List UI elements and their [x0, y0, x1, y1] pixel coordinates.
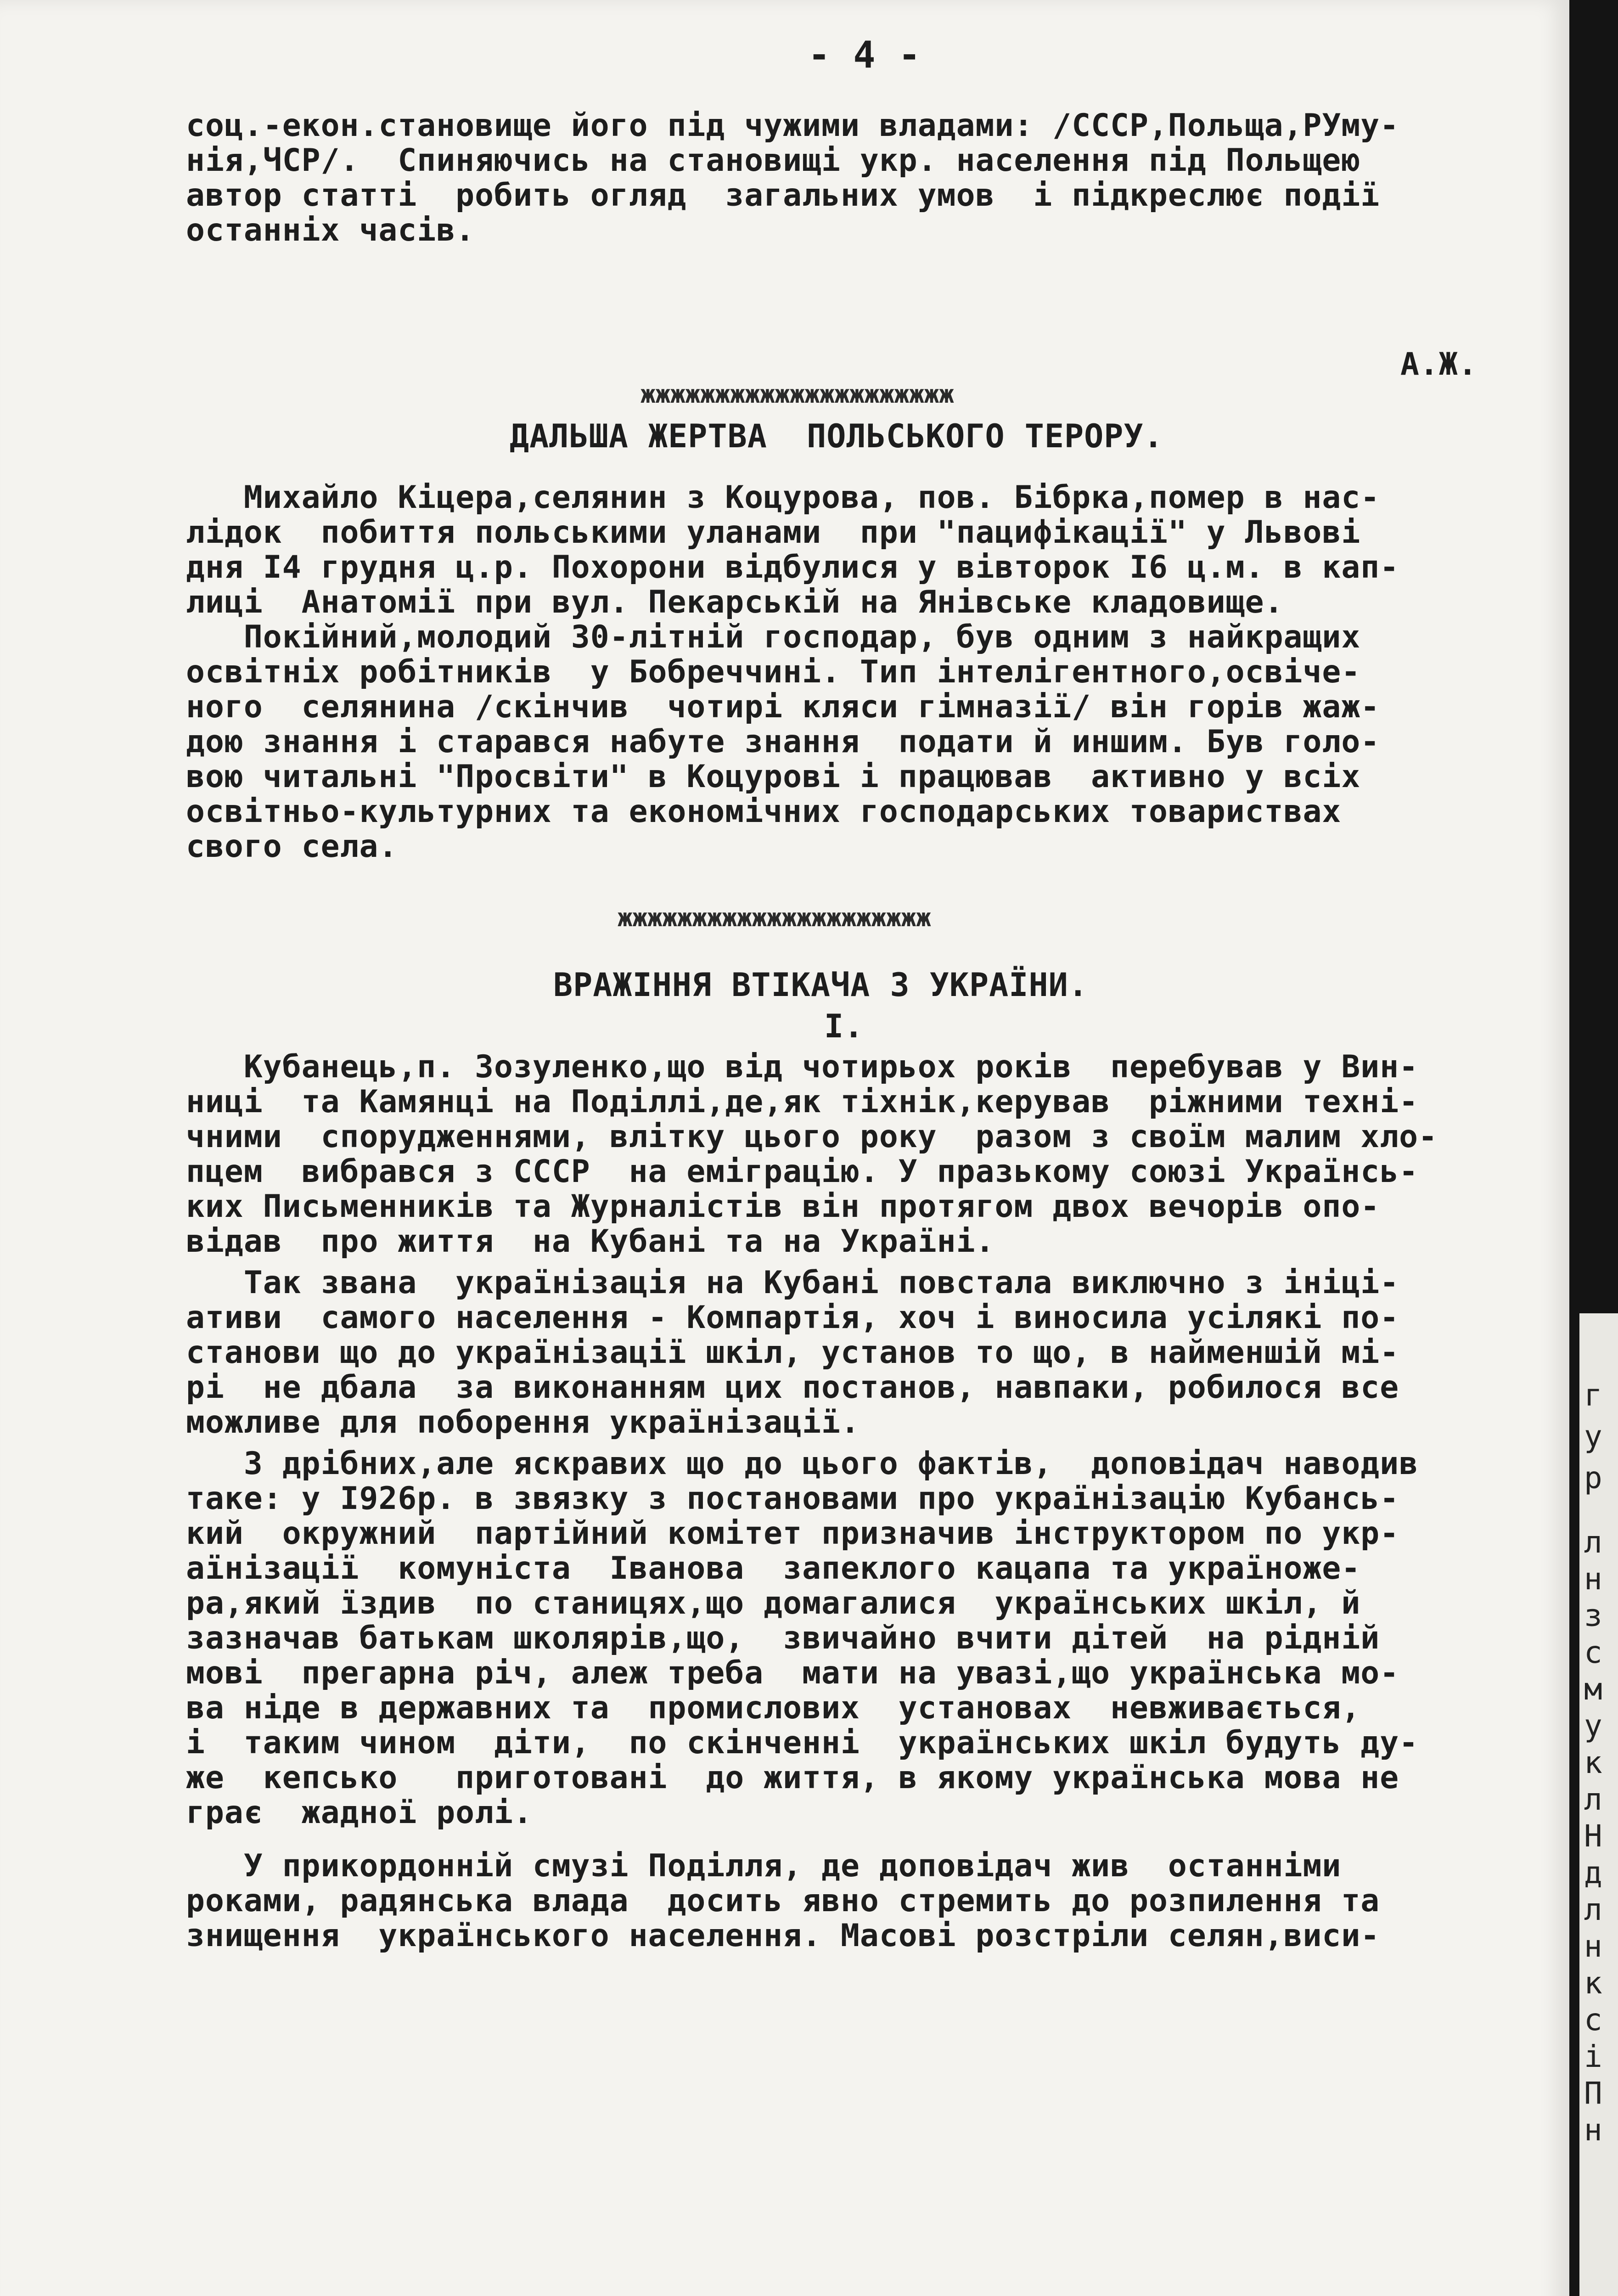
article-line: ативи самого населення - Компартія, хоч і виносила усілякі по-: [186, 1300, 1399, 1336]
article-line: Покійний,молодий 30-літній господар, був одним з найкращих: [186, 619, 1361, 655]
article-line: дою знання і старався набуте знання подати й иншим. Був голо-: [186, 724, 1380, 760]
article-line: освітньо-культурних та економічних господарських товариствах: [186, 793, 1342, 830]
adjacent-page-strip: [1579, 1313, 1618, 2296]
article-line: відав про життя на Кубані та на Україні.: [186, 1223, 995, 1260]
margin-letter: к: [1584, 1745, 1602, 1780]
article-line: лиці Анатомії при вул. Пекарській на Янівське кладовище.: [186, 584, 1284, 620]
article-line: дня I4 грудня ц.р. Похорони відбулися у вівторок I6 ц.м. в кап-: [186, 549, 1399, 585]
article-line: і таким чином діти, по скінченні українських шкіл будуть ду-: [186, 1725, 1419, 1761]
article-line: кий окружний партійний комітет призначив інструктором по укр-: [186, 1515, 1399, 1552]
margin-letter: г: [1584, 1378, 1602, 1413]
article-line: освітніх робітників у Бобреччині. Тип інтелігентного,освіче-: [186, 654, 1361, 690]
article-line: пцем вибрався з СССР на еміграцію. У празькому союзі Українсь-: [186, 1154, 1419, 1190]
margin-letter: к: [1584, 1965, 1602, 2001]
article-line: мові прегарна річ, алеж треба мати на увазі,що українська мо-: [186, 1655, 1399, 1691]
article-line: ного селянина /скінчив чотирі кляси гімназії/ він горів жаж-: [186, 689, 1380, 725]
margin-letter: П: [1584, 2076, 1602, 2111]
article-title: ВРАЖІННЯ ВТІКАЧА З УКРАЇНИ.: [553, 966, 1088, 1004]
margin-letter: у: [1584, 1708, 1602, 1744]
article-line: Михайло Кіцера,селянин з Коцурова, пов. Бібрка,помер в нас-: [186, 479, 1380, 516]
article-line: З дрібних,але яскравих що до цього фактів, доповідач наводив: [186, 1446, 1419, 1482]
intro-line: останніх часів.: [186, 212, 475, 248]
margin-letter: с: [1584, 2002, 1602, 2037]
margin-letter: Н: [1584, 1818, 1602, 1854]
intro-line: автор статті робить огляд загальних умов і підкреслює події: [186, 177, 1380, 214]
margin-letter: л: [1584, 1892, 1602, 1927]
margin-letter: р: [1584, 1460, 1602, 1496]
article-line: знищення українського населення. Масові розстріли селян,виси-: [186, 1918, 1380, 1954]
margin-letter: н: [1584, 2112, 1602, 2148]
article-title: ДАЛЬША ЖЕРТВА ПОЛЬСЬКОГО ТЕРОРУ.: [510, 417, 1163, 455]
margin-letter: д: [1584, 1855, 1602, 1891]
article-line: ра,який їздив по станицях,що домагалися українських шкіл, й: [186, 1585, 1361, 1621]
article-line: роками, радянська влада досить явно стремить до розпилення та: [186, 1883, 1380, 1919]
intro-line: соц.-екон.становище його під чужими владами: /СССР,Польща,РУму-: [186, 107, 1399, 144]
page-number: - 4 -: [808, 34, 921, 76]
article-line: чними спорудженнями, влітку цього року разом з своїм малим хло-: [186, 1119, 1438, 1155]
article-line: У прикордонній смузі Поділля, де доповідач жив останніми: [186, 1848, 1342, 1884]
margin-letter: і: [1584, 2039, 1602, 2074]
article-line: станови що до українізації шкіл, установ то що, в найменшій мі-: [186, 1334, 1399, 1371]
author-signature: А.Ж.: [1400, 346, 1478, 383]
article-line: вою читальні "Просвіти" в Коцурові і працював активно у всіх: [186, 759, 1361, 795]
article-line: лідок побиття польськими уланами при "пацифікації" у Львові: [186, 514, 1361, 551]
margin-letter: н: [1584, 1929, 1602, 1964]
article-line: Кубанець,п. Зозуленко,що від чотирьох років перебував у Вин-: [186, 1049, 1419, 1085]
article-line: свого села.: [186, 828, 398, 865]
ornament-divider: жжжжжжжжжжжжжжжжжжжжж: [618, 903, 931, 932]
margin-letter: у: [1584, 1419, 1602, 1454]
article-line: зазначав батькам школярів,що, звичайно вчити дітей на рідній: [186, 1620, 1380, 1656]
article-line: же кепсько приготовані до життя, в якому українська мова не: [186, 1760, 1399, 1796]
article-line: ких Письменників та Журналістів він протягом двох вечорів опо-: [186, 1188, 1380, 1225]
article-line: можливе для поборення українізації.: [186, 1404, 860, 1441]
article-line: рі не дбала за виконанням цих постанов, навпаки, робилося все: [186, 1369, 1399, 1406]
ornament-divider: жжжжжжжжжжжжжжжжжжжжж: [640, 380, 954, 409]
margin-letter: м: [1584, 1671, 1602, 1707]
margin-letter: л: [1584, 1525, 1602, 1560]
article-line: ниці та Камянці на Поділлі,де,як тіхнік,керував ріжними техні-: [186, 1084, 1419, 1120]
section-number: I.: [824, 1007, 864, 1045]
article-line: Так звана українізація на Кубані повстала виключно з ініці-: [186, 1265, 1399, 1301]
margin-letter: с: [1584, 1635, 1602, 1670]
intro-line: нія,ЧСР/. Спиняючись на становищі укр. населення під Польщею: [186, 142, 1361, 179]
margin-letter: л: [1584, 1782, 1602, 1817]
article-line: ва ніде в державних та промислових установах невживається,: [186, 1690, 1361, 1726]
article-line: таке: у I926р. в звязку з постановами про українізацію Кубансь-: [186, 1480, 1399, 1517]
margin-letter: н: [1584, 1561, 1602, 1597]
article-line: грає жадної ролі.: [186, 1795, 533, 1831]
article-line: аїнізації комуніста Іванова запеклого кацапа та україноже-: [186, 1550, 1361, 1587]
margin-letter: з: [1584, 1598, 1602, 1633]
